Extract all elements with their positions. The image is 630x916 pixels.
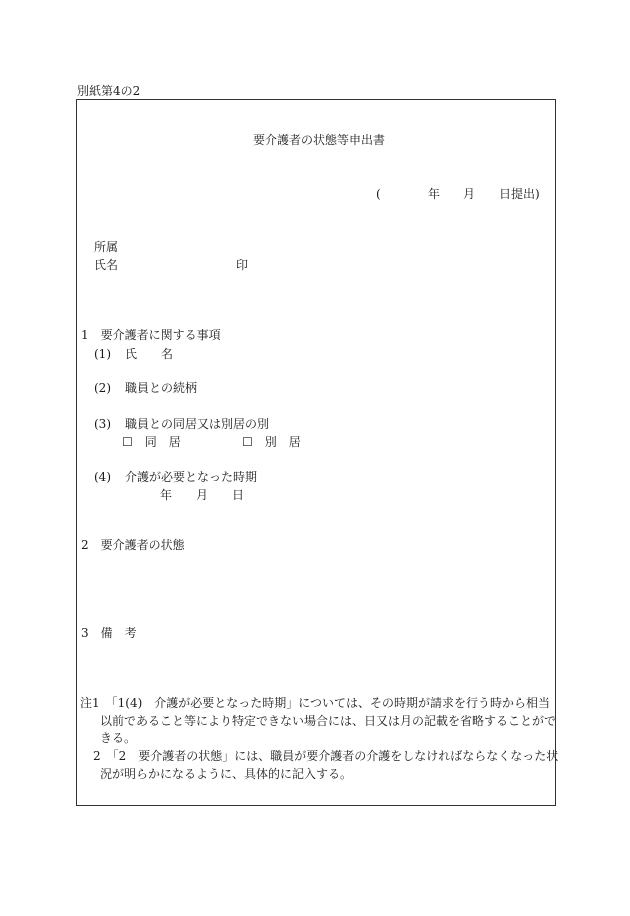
name-label: 氏名	[94, 258, 119, 272]
note1-line2: 以前であること等により特定できない場合には、日又は月の記載を省略することがで	[100, 714, 557, 728]
note2-line2: 況が明らかになるように、具体的に記入する。	[100, 767, 353, 781]
date-month-label: 月	[463, 187, 476, 201]
item1-label: 氏 名	[125, 347, 174, 361]
item4-day-label: 日	[232, 488, 245, 502]
item4-label: 介護が必要となった時期	[125, 470, 258, 484]
item3-number: (3)	[94, 417, 111, 431]
affiliation-label: 所属	[94, 240, 119, 254]
date-submitted-label: 日提出)	[499, 187, 540, 201]
section3-heading: 3 備 考	[81, 626, 137, 640]
item1-number: (1)	[94, 347, 111, 361]
item2-label: 職員との続柄	[125, 381, 198, 395]
item4-year-label: 年	[160, 488, 173, 502]
note1-line1: 注1 「1(4) 介護が必要となった時期」については、その時期が請求を行う時から相当	[80, 696, 551, 710]
section2-heading: 2 要介護者の状態	[81, 538, 185, 552]
item4-month-label: 月	[196, 488, 209, 502]
date-open-paren: (	[376, 187, 381, 201]
item2-number: (2)	[94, 381, 111, 395]
section1-heading: 1 要介護者に関する事項	[81, 328, 221, 342]
separate-checkbox-option[interactable]: ☐ 別 居	[242, 435, 301, 449]
note1-line3: きる。	[100, 731, 137, 745]
date-year-label: 年	[428, 187, 441, 201]
seal-label: 印	[236, 258, 249, 272]
note2-line1: 2 「2 要介護者の状態」には、職員が要介護者の介護をしなければならなくなった状	[93, 749, 559, 763]
attachment-label: 別紙第4の2	[77, 84, 141, 98]
cohabit-checkbox-option[interactable]: ☐ 同 居	[122, 435, 181, 449]
item3-label: 職員との同居又は別居の別	[125, 417, 270, 431]
item4-number: (4)	[94, 470, 111, 484]
form-title: 要介護者の状態等申出書	[253, 133, 386, 147]
